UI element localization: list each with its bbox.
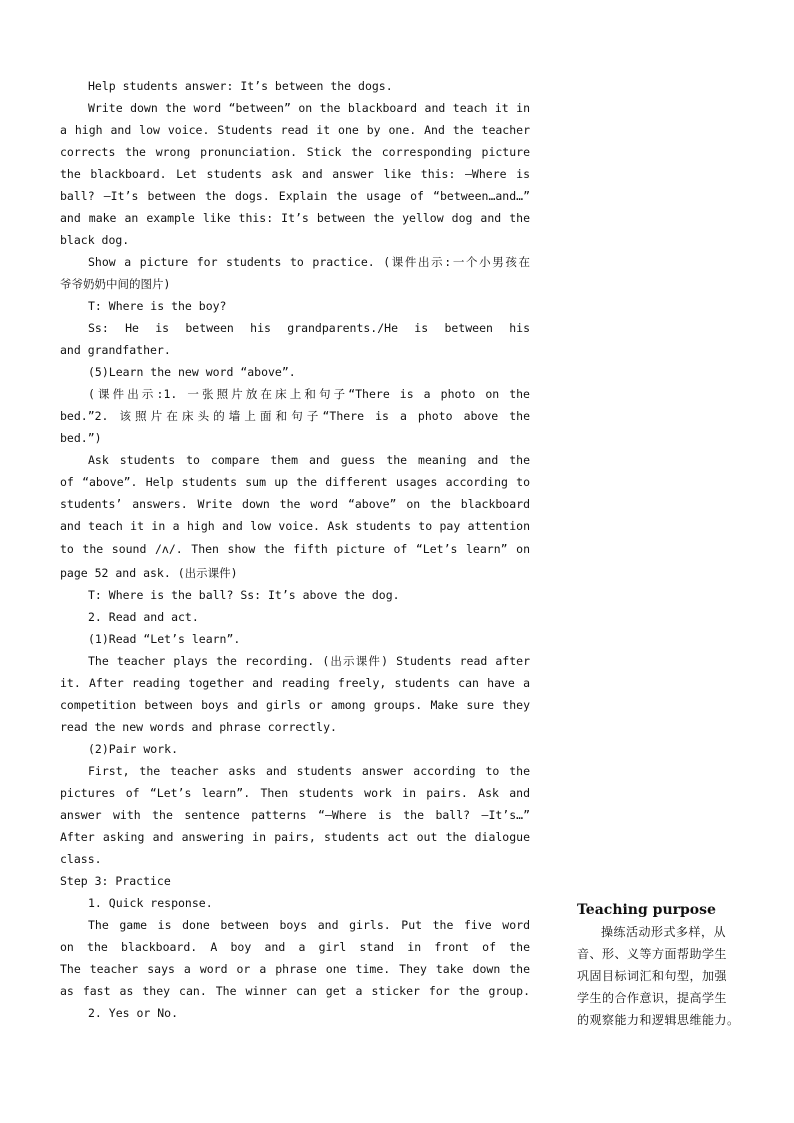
text-line: 爷爷奶奶中间的图片)	[60, 277, 171, 291]
sidebar-line: 操练活动形式多样，从	[601, 925, 727, 939]
text-line: Write down the word “between” on the blackboard and teach it in	[88, 101, 530, 115]
text-line: a high and low voice. Students read it one by one. And the teacher	[60, 123, 530, 137]
text-line: corrects the wrong pronunciation. Stick the corresponding picture	[60, 145, 530, 159]
teaching-purpose-sidebar	[577, 899, 757, 1031]
text-line: and teach it in a high and low voice. Ask students to pay attention	[60, 519, 530, 533]
text-line: as fast as they can. The winner can get a sticker for the group.	[60, 984, 530, 998]
text-line: class.	[60, 852, 102, 866]
text-line: Show a picture for students to practice. (课件出示:一个小男孩在	[88, 255, 530, 269]
text-line: competition between boys and girls or among groups. Make sure they	[60, 698, 530, 712]
text-line: and make an example like this: It’s between the yellow dog and the	[60, 211, 530, 225]
text-line: (5)Learn the new word “above”.	[88, 365, 296, 379]
text-line: read the new words and phrase correctly.	[60, 720, 337, 734]
text-line: Step 3: Practice	[60, 874, 171, 888]
text-line: ball? —It’s between the dogs. Explain the usage of “between…and…”	[60, 189, 530, 203]
text-line: to the sound /ʌ/. Then show the fifth picture of “Let’s learn” on	[60, 542, 530, 556]
text-line: and grandfather.	[60, 343, 171, 357]
text-line: on the blackboard. A boy and a girl stand in front of the	[60, 940, 530, 954]
text-line: After asking and answering in pairs, students act out the dialogue	[60, 830, 530, 844]
text-line: bed.”)	[60, 431, 102, 445]
text-line: bed.”2. 该照片在床头的墙上面和句子“There is a photo above the	[60, 409, 530, 423]
text-line: it. After reading together and reading freely, students can have a	[60, 676, 530, 690]
text-line: Ask students to compare them and guess the meaning and the	[88, 453, 530, 467]
text-line: (1)Read “Let’s learn”.	[88, 632, 241, 646]
text-line: T: Where is the ball? Ss: It’s above the dog.	[88, 588, 400, 602]
sidebar-line: 音、形、义等方面帮助学生	[577, 947, 728, 961]
text-line: Help students answer: It’s between the dogs.	[88, 79, 393, 93]
text-line: The teacher says a word or a phrase one time. They take down the	[60, 962, 530, 976]
text-line: students’ answers. Write down the word “above” on the blackboard	[60, 497, 530, 511]
text-line: (2)Pair work.	[88, 742, 179, 756]
text-line: 2. Read and act.	[88, 610, 199, 624]
sidebar-title: Teaching purpose	[577, 902, 716, 918]
text-line: The teacher plays the recording. (出示课件) Students read after	[88, 654, 530, 668]
text-line: T: Where is the boy?	[88, 299, 227, 313]
lesson-body	[60, 75, 530, 1024]
text-line: answer with the sentence patterns “—Where is the ball? —It’s…”	[60, 808, 530, 822]
text-line: black dog.	[60, 233, 130, 247]
text-line: Ss: He is between his grandparents./He is between his	[88, 321, 530, 335]
text-line: (课件出示:1. 一张照片放在床上和句子“There is a photo on the	[88, 387, 530, 401]
text-line: the blackboard. Let students ask and answer like this: —Where is	[60, 167, 530, 181]
text-line: The game is done between boys and girls. Put the five word	[88, 918, 530, 932]
text-line: pictures of “Let’s learn”. Then students work in pairs. Ask and	[60, 786, 530, 800]
text-line: page 52 and ask. (出示课件)	[60, 566, 238, 580]
sidebar-line: 巩固目标词汇和句型，加强	[577, 969, 728, 983]
text-line: First, the teacher asks and students answer according to the	[88, 764, 530, 778]
sidebar-line: 的观察能力和逻辑思维能力。	[577, 1013, 740, 1027]
text-line: of “above”. Help students sum up the different usages according to	[60, 475, 530, 489]
sidebar-line: 学生的合作意识，提高学生	[577, 991, 728, 1005]
text-line: 2. Yes or No.	[88, 1006, 179, 1020]
text-line: 1. Quick response.	[88, 896, 213, 910]
